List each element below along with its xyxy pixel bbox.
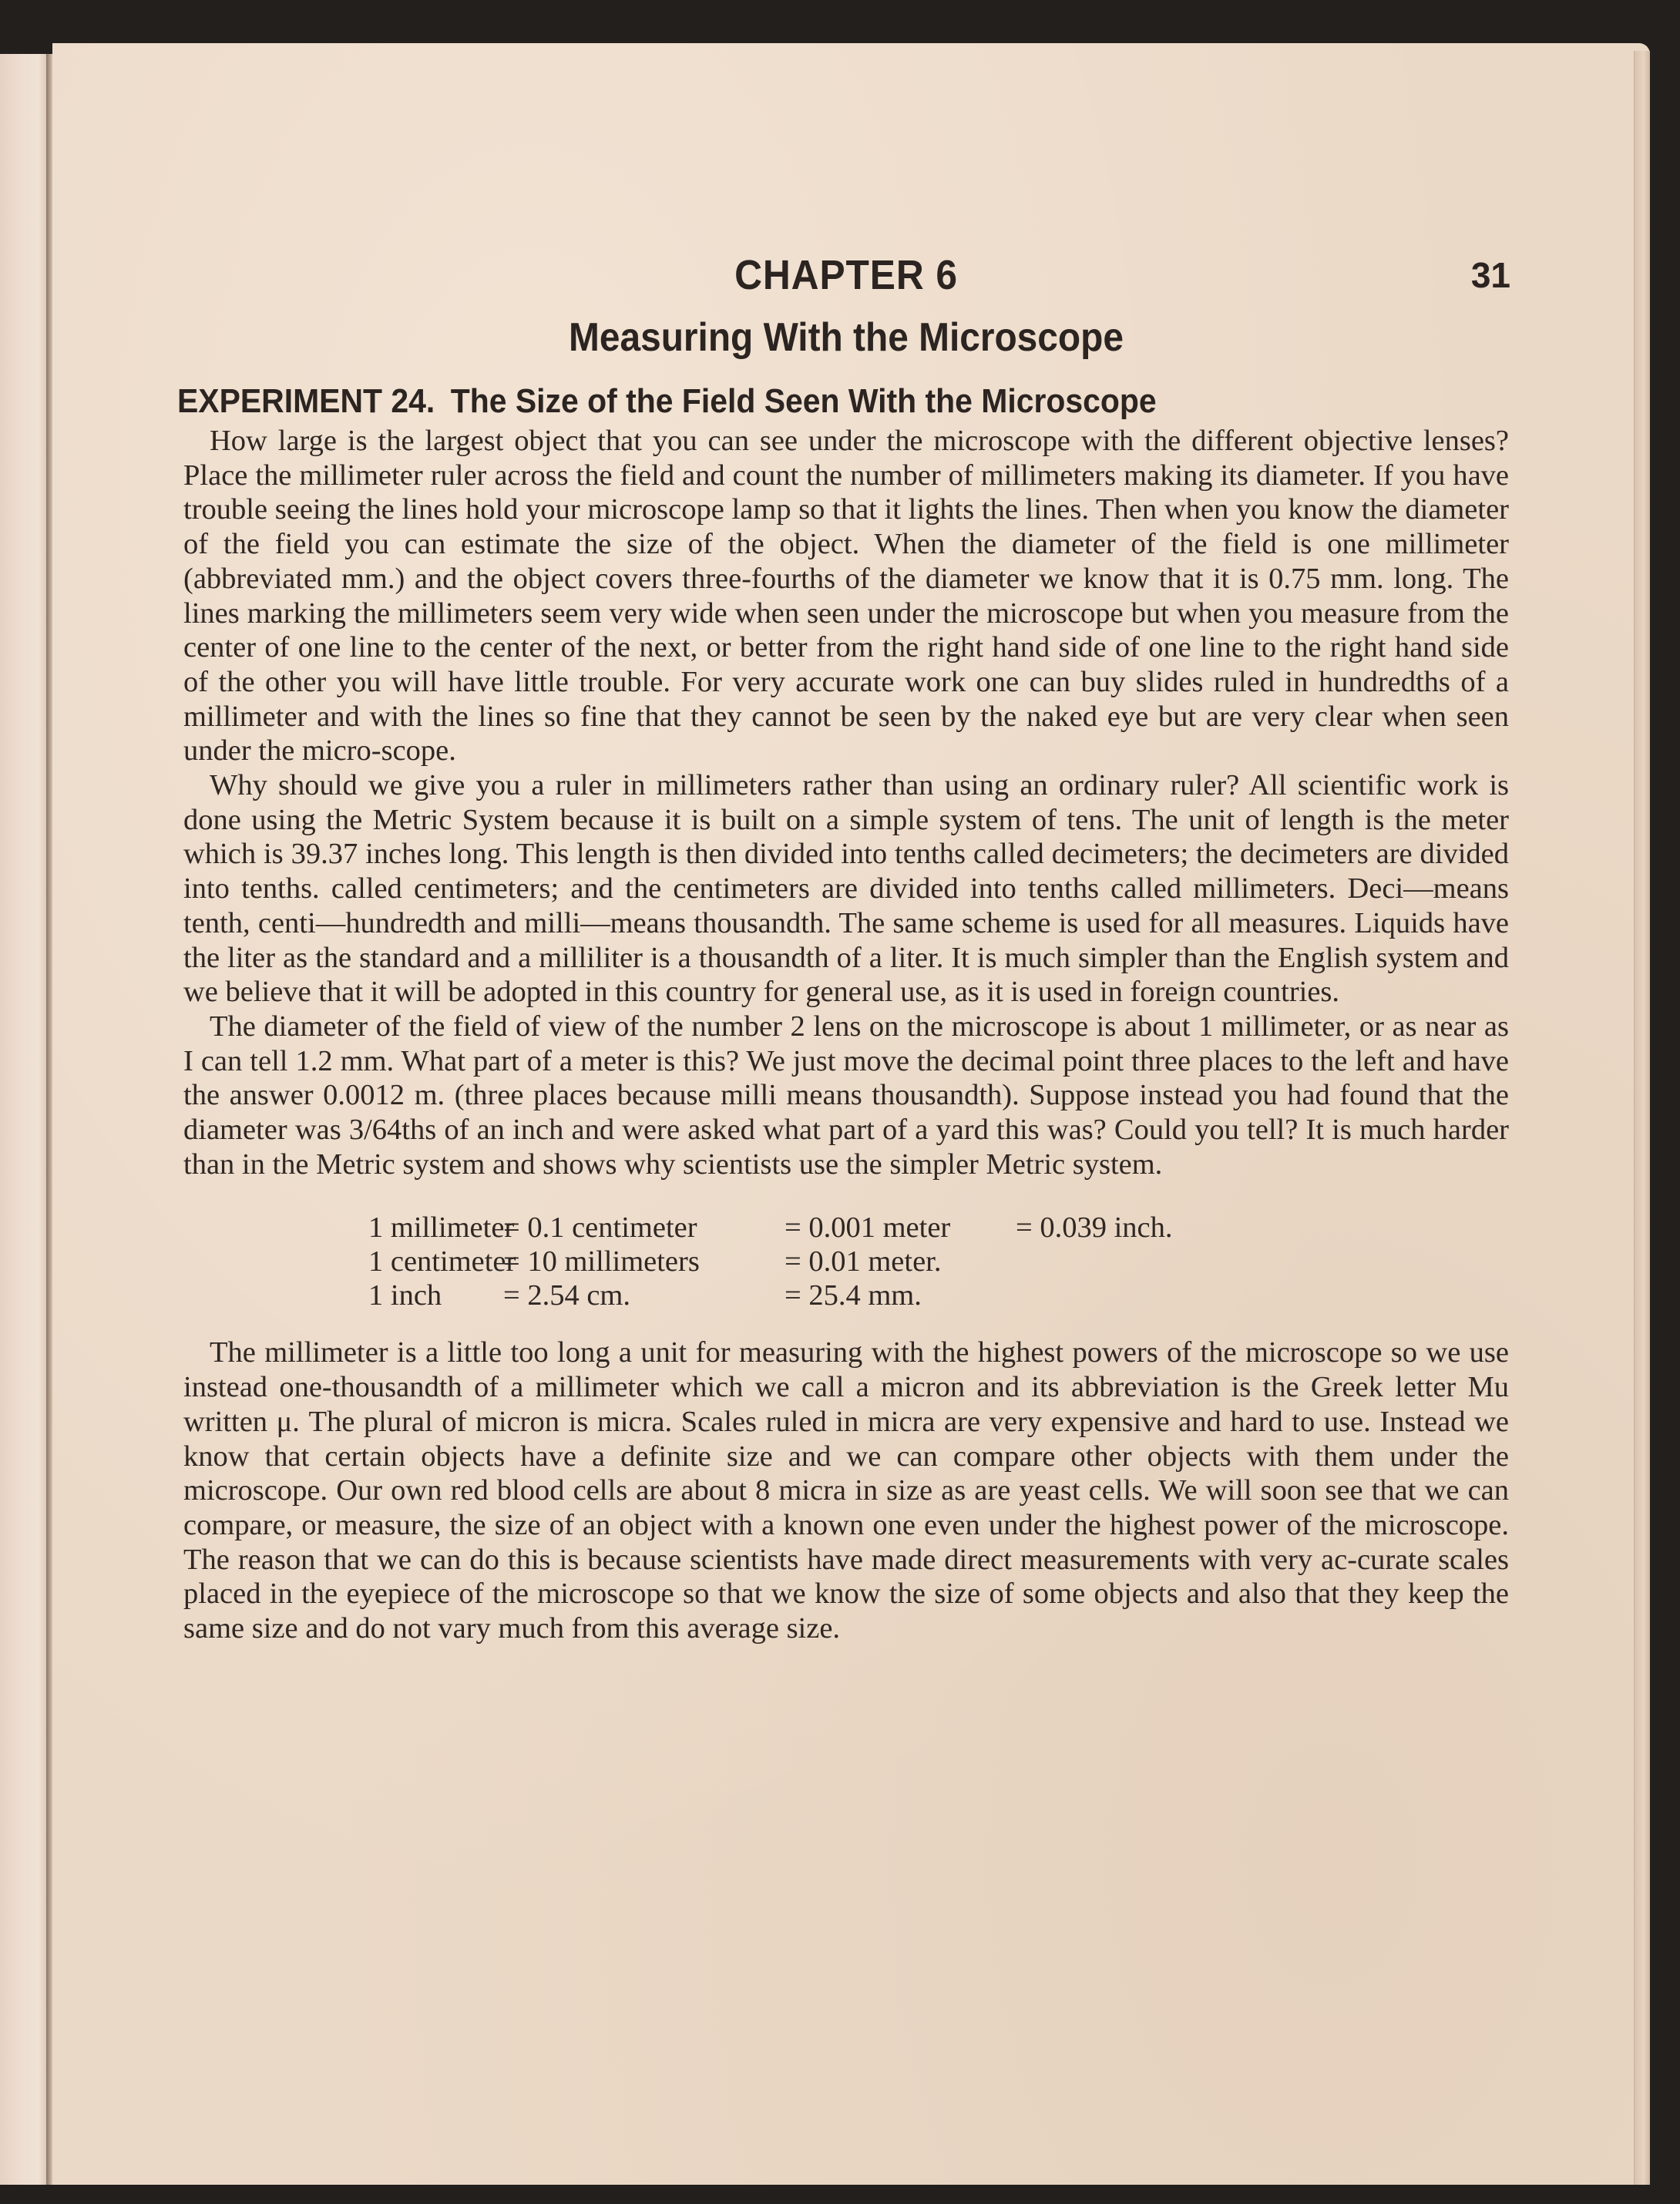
page-number: 31 — [1470, 255, 1510, 295]
chapter-title: Measuring With the Microscope — [569, 315, 1124, 360]
conversion-value: = 0.01 meter. — [785, 1245, 942, 1278]
experiment-label: EXPERIMENT 24. — [177, 382, 435, 420]
paragraph-field-diameter: The diameter of the field of view of the number 2 lens on the microscope is about 1 millimeter, or as near as I can tell 1.2 mm. What part of a meter is this? We just move the decimal point three places to the left and have the answer 0.0012 m. (three places because milli means thousandth). Suppose instead you had found that the diameter was 3/64ths of an inch and were asked what part of a yard this was? Could you tell? It is much harder than in the Metric system and shows why scientists use the simpler Metric system. — [183, 1010, 1509, 1181]
paragraph-metric-system: Why should we give you a ruler in millimeters rather than using an ordinary ruler? All scientific work is done using the Metric System because it is built on a simple system of tens. The unit of length is the meter which is 39.37 inches long. This length is then divided into tenths called decimeters; the decimeters are divided into tenths. called centimeters; and the centimeters are divided into tenths called millimeters. Deci—means tenth, centi—hundredth and milli—means thousandth. The same scheme is used for all measures. Liquids have the liter as the standard and a milliliter is a thousandth of a liter. It is much simpler than the English system and we believe that it will be adopted in this country for general use, as it is used in foreign countries. — [183, 769, 1509, 1009]
chapter-heading: CHAPTER 6 — [734, 252, 958, 298]
conversion-value: = 0.001 meter — [785, 1211, 951, 1245]
conversion-row — [368, 1211, 1509, 1245]
body-text-closing — [183, 1336, 1509, 1645]
running-header — [183, 251, 1509, 313]
conversion-value: = 2.54 cm. — [503, 1279, 630, 1312]
conversion-unit: 1 millimeter — [368, 1211, 515, 1245]
paragraph-field-size: How large is the largest object that you can see under the microscope with the different objective lenses? Place the millimeter ruler across the field and count the number of millimeters making its diameter. If you have trouble seeing the lines hold your microscope lamp so that it lights the lines. Then when you know the diameter of the field you can estimate the size of the object. When the diameter of the field is one millimeter (abbreviated mm.) and the object covers three-fourths of the diameter we know that it is 0.75 mm. long. The lines marking the millimeters seem very wide when seen under the microscope but when you measure from the center of one line to the center of the next, or better from the right hand side of one line to the right hand side of the other you will have little trouble. For very accurate work one can buy slides ruled in hundredths of a millimeter and with the lines so fine that they cannot be seen by the naked eye but are very clear when seen under the micro-scope. — [183, 425, 1509, 768]
experiment-heading — [177, 382, 1416, 421]
page-content — [177, 251, 1510, 1646]
experiment-title: The Size of the Field Seen With the Microscope — [450, 382, 1157, 420]
conversion-value: = 10 millimeters — [503, 1245, 700, 1278]
conversion-row — [368, 1278, 1509, 1312]
conversion-unit: 1 inch — [368, 1279, 442, 1312]
conversion-value: = 0.1 centimeter — [503, 1211, 697, 1245]
facing-page-edge — [0, 54, 48, 2185]
conversion-value: = 0.039 inch. — [1016, 1211, 1173, 1245]
book-page — [52, 43, 1650, 2185]
conversion-value: = 25.4 mm. — [785, 1279, 922, 1312]
conversion-row — [368, 1245, 1509, 1278]
page-stack-edge — [1634, 51, 1650, 2185]
conversion-table — [368, 1211, 1509, 1312]
body-text — [183, 424, 1509, 1181]
paragraph-micron: The millimeter is a little too long a unit for measuring with the highest powers of the microscope so we use instead one-thousandth of a millimeter which we call a micron and its abbreviation is the Greek letter Mu written μ. The plural of micron is micra. Scales ruled in micra are very expensive and hard to use. Instead we know that certain objects have a definite size and we can compare other objects with them under the microscope. Our own red blood cells are about 8 micra in size as are yeast cells. We will soon see that we can compare, or measure, the size of an object with a known one even under the highest power of the microscope. The reason that we can do this is because scientists have made direct measurements with very ac-curate scales placed in the eyepiece of the microscope so that we know the size of some objects and also that they keep the same size and do not vary much from this average size. — [183, 1336, 1509, 1645]
conversion-unit: 1 centimeter — [368, 1245, 516, 1278]
